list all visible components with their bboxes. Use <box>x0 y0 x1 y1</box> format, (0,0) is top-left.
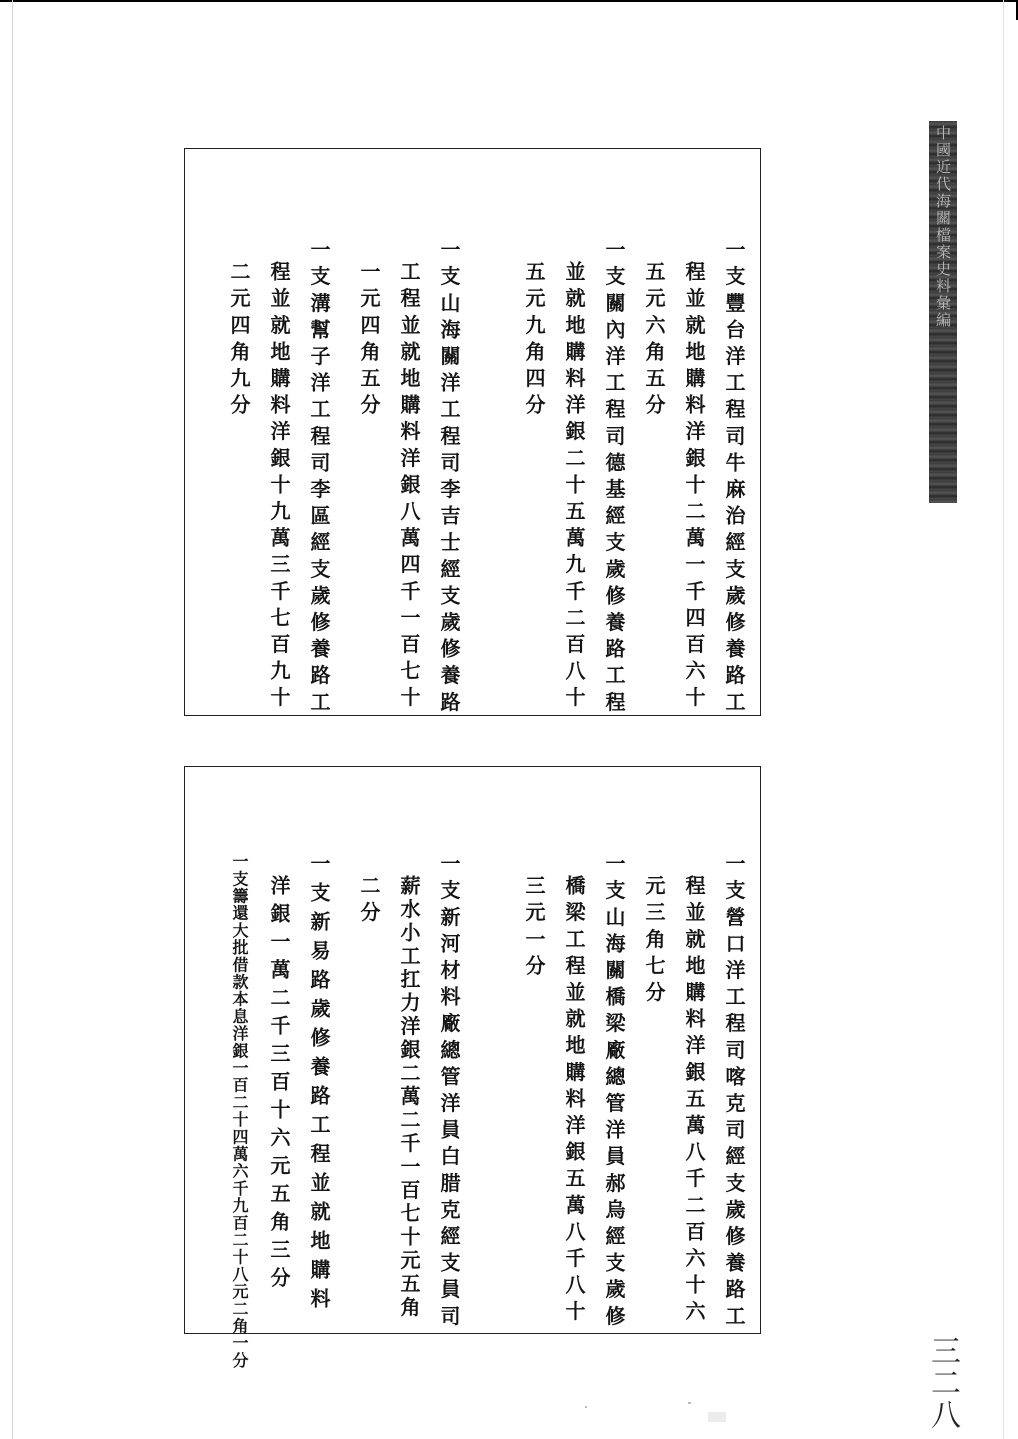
panel-1-column-11: 程並就地購料洋銀十九萬三千七百九十 <box>267 261 291 714</box>
panel-2-column-7: 一支新河材料廠總管洋員白腊克經支員司 <box>437 853 461 1332</box>
panel-2-column-3: 元三角七分 <box>642 875 666 1008</box>
side-header-strip-text: 中國近代海關檔案史料彙編 <box>934 125 952 329</box>
panel-1-column-6: 五元九角四分 <box>522 261 546 421</box>
panel-2-column-9: 二分 <box>357 875 381 929</box>
panel-1-column-8: 工程並就地購料洋銀八萬四千一百七十 <box>397 261 421 714</box>
panel-2-column-5: 橋梁工程並就地購料洋銀五萬八千八十 <box>562 875 586 1328</box>
scan-speck <box>585 1406 587 1408</box>
page-right-edge <box>1003 0 1004 1439</box>
panel-2-column-11: 洋銀一萬二千三百十六元五角三分 <box>267 875 291 1295</box>
panel-1-column-5: 並就地購料洋銀二十五萬九千二百八十 <box>562 261 586 714</box>
panel-2-column-12: 一支籌還大批借款本息洋銀一百二十四萬六千九百二十八元二角一分 <box>230 853 249 1369</box>
scan-speck <box>708 1412 726 1422</box>
side-header-strip <box>929 121 957 503</box>
scan-speck <box>688 1402 691 1404</box>
panel-2-column-4: 一支山海關橋梁廠總管洋員郝烏經支歲修 <box>602 853 626 1332</box>
panel-2-column-6: 三元一分 <box>522 875 546 982</box>
panel-1-column-3: 五元六角五分 <box>642 261 666 421</box>
document-panel-1 <box>184 148 761 716</box>
page-left-edge <box>12 0 13 1439</box>
panel-2-column-8: 薪水小工扛力洋銀二萬二千一百七十元五角 <box>397 875 421 1320</box>
panel-1-column-4: 一支關內洋工程司德基經支歲修養路工程 <box>602 239 626 718</box>
document-panel-2 <box>184 766 761 1369</box>
page-top-border <box>0 0 1018 2</box>
panel-1-column-9: 一元四角五分 <box>357 261 381 421</box>
panel-1-column-7: 一支山海關洋工程司李吉士經支歲修養路 <box>437 239 461 718</box>
panel-1-column-12: 二元四角九分 <box>227 261 251 421</box>
panel-1-column-2: 程並就地購料洋銀十二萬一千四百六十 <box>682 261 706 714</box>
panel-1-column-1: 一支豐台洋工程司牛麻治經支歲修養路工 <box>722 239 746 718</box>
page-number: 三二八 <box>925 1335 960 1431</box>
panel-2-column-1: 一支營口洋工程司喀克司經支歲修養路工 <box>722 853 746 1332</box>
panel-2-column-10: 一支新易路歲修養路工程並就地購料 <box>307 853 331 1317</box>
panel-1-column-10: 一支溝幫子洋工程司李區經支歲修養路工 <box>307 239 331 718</box>
panel-2-column-2: 程並就地購料洋銀五萬八千二百六十六 <box>682 875 706 1328</box>
